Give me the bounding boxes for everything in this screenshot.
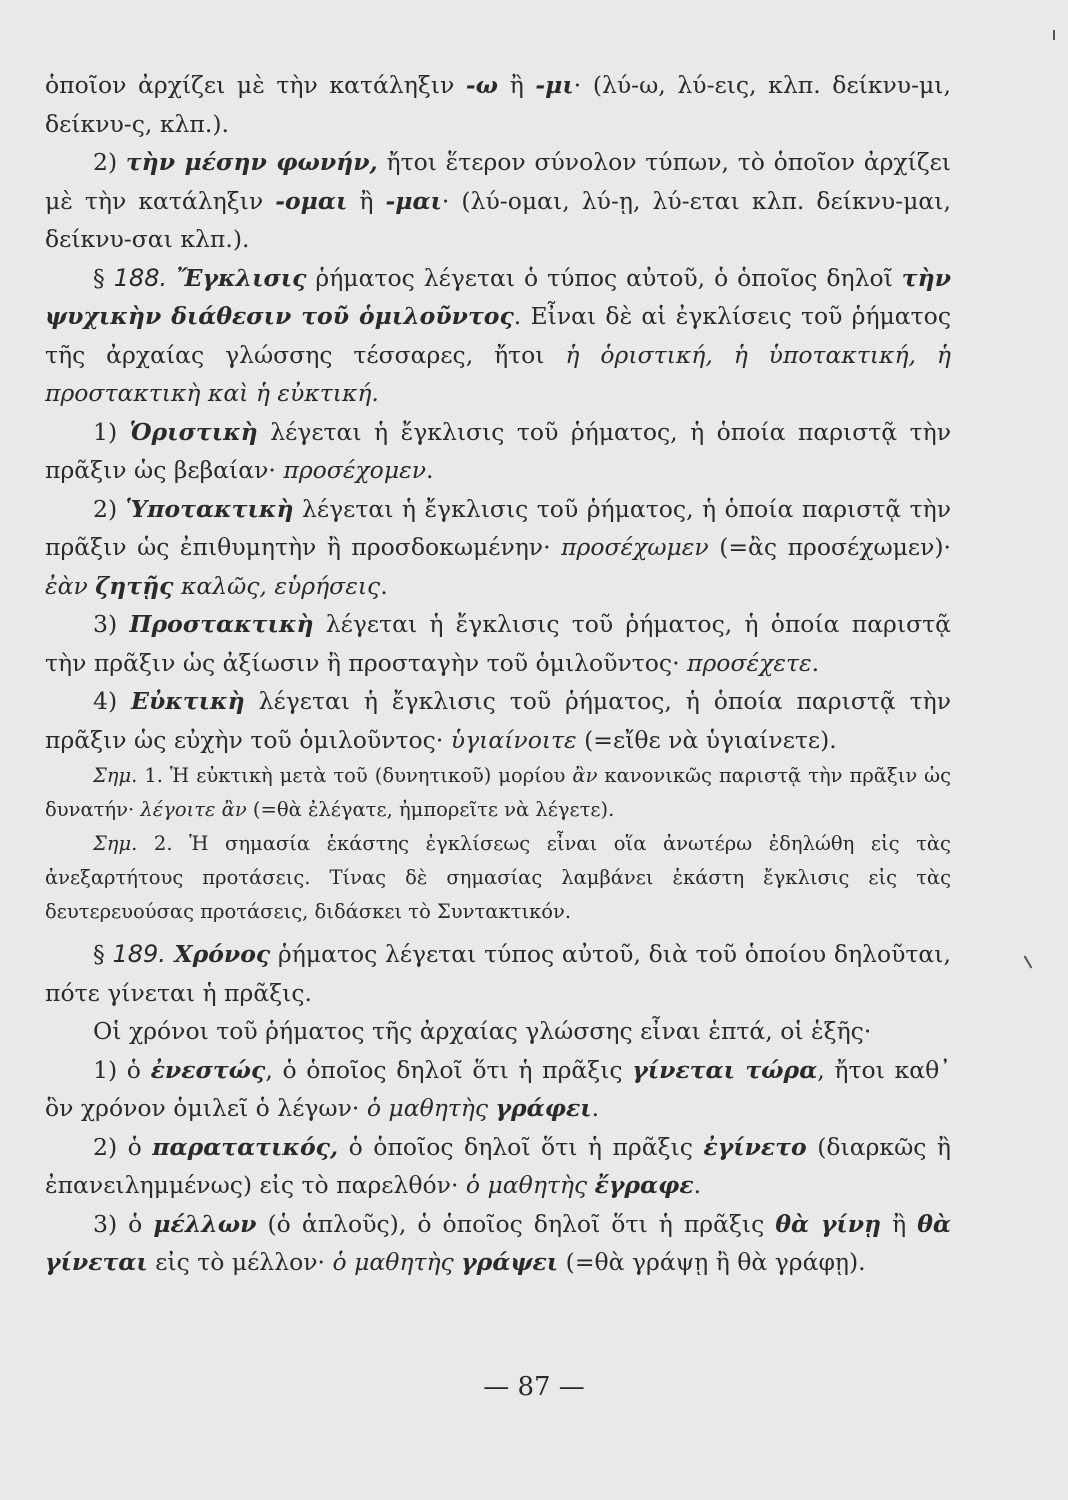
term: Ἔγκλισις	[167, 263, 307, 292]
mood-list: ἡ ὁριστική, ἡ ὑποτακτική, ἡ προστακτικὴ καὶ ἡ εὐκτική.	[45, 340, 951, 407]
example-emphasis: ἔγραφε	[594, 1171, 694, 1199]
text: .	[380, 571, 388, 600]
text: .	[426, 456, 434, 484]
text: .	[811, 648, 820, 677]
text: κανονικῶς παριστᾷ τὴν πρᾶξιν ὡς δυνατήν·	[45, 764, 951, 821]
example: προσέχωμεν	[561, 533, 709, 561]
term: Ὑποτακτικὴ	[125, 494, 294, 523]
text: λέγεται ἡ ἔγκλισις τοῦ ῥήματος, ἡ ὁποία παριστᾷ τὴν πρᾶξιν ὡς βεβαίαν·	[45, 417, 952, 484]
example: ἂν	[572, 764, 598, 787]
item-number: 3)	[93, 610, 130, 638]
note-number: 2.	[137, 832, 173, 855]
ending-term: -ω	[465, 71, 499, 99]
section-number: 188.	[113, 263, 168, 292]
text: (=θὰ ἐλέγατε, ἠμπορεῖτε νὰ λέγετε).	[246, 798, 615, 821]
term: ἐνεστώς	[150, 1055, 266, 1084]
term: Εὐκτικὴ	[131, 687, 245, 715]
text: . Εἶναι δὲ αἱ ἐγκλίσεις τοῦ ῥήματος τῆς ἀρχαίας γλώσσης τέσσαρες, ἤτοι	[45, 302, 951, 369]
note-label: Σημ.	[93, 832, 138, 855]
term: ἐγίνετο	[703, 1132, 807, 1161]
mood-item	[45, 490, 951, 606]
ending-term: -ομαι	[275, 186, 348, 215]
text: , ἤτοι καθ᾽ ὃν χρόνον ὁμιλεῖ ὁ λέγων·	[45, 1055, 951, 1122]
scan-mark	[1024, 955, 1033, 968]
scan-mark	[1053, 30, 1055, 40]
text: ῥήματος λέγεται τύπος αὐτοῦ, διὰ τοῦ ὁποίου δηλοῦται, πότε γίνεται ἡ πρᾶξις.	[45, 940, 951, 1007]
item-number: 4)	[93, 687, 132, 715]
text: .	[693, 1171, 702, 1199]
section-188	[45, 259, 951, 413]
section-189	[45, 935, 951, 1012]
tense-item	[45, 1128, 951, 1205]
mood-item	[45, 682, 951, 759]
item-number: 1)	[93, 417, 130, 446]
term: τὴν ψυχικὴν διάθεσιν τοῦ ὁμιλοῦντος	[45, 263, 951, 330]
text: , ὁ ὁποῖος δηλοῖ ὅτι ἡ πρᾶξις	[265, 1055, 633, 1084]
term: Ὁριστικὴ	[129, 417, 258, 446]
mood-item	[45, 605, 951, 682]
text: · (λύ-ομαι, λύ-ῃ, λύ-εται κλπ. δείκνυ-μαι, δείκνυ-σαι κλπ.).	[45, 186, 951, 253]
paragraph-active-voice	[45, 66, 951, 143]
text: ὁποῖον ἀρχίζει μὲ τὴν κατάληξιν	[45, 71, 466, 99]
item-number: 2)	[93, 148, 126, 176]
text: · (λύ-ω, λύ-εις, κλπ. δείκνυ-μι, δείκνυ-ς, κλπ.).	[45, 71, 951, 138]
note-1	[45, 759, 951, 827]
example: ἐὰν	[45, 571, 96, 600]
term: Προστακτικὴ	[129, 610, 314, 638]
text: λέγεται ἡ ἔγκλισις τοῦ ῥήματος, ἡ ὁποία παριστᾷ τὴν πρᾶξιν ὡς ἀξίωσιν ἢ προσταγὴν τοῦ ὁμιλοῦντος·	[45, 610, 951, 677]
text: (ὁ ἁπλοῦς), ὁ ὁποῖος δηλοῖ ὅτι ἡ πρᾶξις	[256, 1209, 776, 1238]
item-number: 1) ὁ	[93, 1055, 151, 1084]
example: προσέχομεν	[283, 456, 426, 484]
example: λέγοιτε ἂν	[140, 798, 247, 821]
example-emphasis: ζητῇς	[95, 571, 174, 600]
example: ὁ μαθητὴς	[465, 1171, 595, 1199]
tenses-intro: Οἱ χρόνοι τοῦ ῥήματος τῆς ἀρχαίας γλώσσης εἶναι ἑπτά, οἱ ἑξῆς·	[93, 1017, 872, 1045]
term: μέλλων	[153, 1209, 257, 1238]
text: .	[591, 1094, 600, 1122]
term: Χρόνος	[165, 940, 271, 968]
item-number: 2)	[93, 494, 126, 523]
example-emphasis: γράφει	[495, 1094, 592, 1122]
text: (διαρκῶς ἢ ἐπανειλημμένως) εἰς τὸ παρελθόν·	[45, 1132, 951, 1199]
text: ὁ ὁποῖος δηλοῖ ὅτι ἡ πρᾶξις	[338, 1132, 704, 1161]
term: παρατατικός,	[152, 1132, 339, 1161]
text: (=θὰ γράψῃ ἢ θὰ γράφῃ).	[558, 1248, 866, 1276]
page-number: — 87 —	[483, 1372, 585, 1402]
section-sign: §	[93, 940, 113, 968]
ending-term: -μι	[535, 71, 574, 99]
text: λέγεται ἡ ἔγκλισις τοῦ ῥήματος, ἡ ὁποία παριστᾷ τὴν πρᾶξιν ὡς εὐχὴν τοῦ ὁμιλοῦντος·	[45, 687, 952, 754]
text: ἢ	[881, 1209, 918, 1238]
text: Ἡ εὐκτικὴ μετὰ τοῦ (δυνητικοῦ) μορίου	[162, 764, 573, 787]
text: (=εἴθε νὰ ὑγιαίνετε).	[576, 725, 837, 754]
text: ἢ	[347, 186, 386, 215]
term: θὰ γίνῃ	[775, 1209, 882, 1238]
item-number: 2) ὁ	[93, 1132, 153, 1161]
ending-term: -μαι	[385, 186, 442, 215]
note-number: 1.	[137, 764, 163, 787]
text: λέγεται ἡ ἔγκλισις τοῦ ῥήματος, ἡ ὁποία παριστᾷ τὴν πρᾶξιν ὡς ἐπιθυμητὴν ἢ προσδοκωμένην·	[45, 494, 952, 561]
page-text	[45, 66, 951, 1282]
note-label: Σημ.	[93, 764, 138, 787]
term: γίνεται τώρα	[632, 1055, 818, 1084]
example: ὁ μαθητὴς	[332, 1248, 462, 1276]
example: προσέχετε	[687, 648, 812, 677]
item-number: 3) ὁ	[93, 1209, 154, 1238]
tense-item	[45, 1051, 951, 1128]
example: ὁ μαθητὴς	[366, 1094, 496, 1122]
example: ὑγιαίνοιτε	[450, 725, 577, 754]
tense-item	[45, 1205, 951, 1282]
text: ἢ	[498, 71, 536, 99]
text: εἰς τὸ μέλλον·	[147, 1248, 333, 1276]
example-emphasis: γράψει	[461, 1248, 559, 1276]
text: ἤτοι ἕτερον σύνολον τύπων, τὸ ὁποῖον ἀρχίζει μὲ τὴν κατάληξιν	[45, 148, 952, 215]
example: καλῶς, εὑρήσεις	[173, 571, 381, 600]
term: θὰ γίνεται	[45, 1209, 952, 1276]
term: τὴν μέσην φωνήν,	[125, 148, 378, 176]
text: Ἡ σημασία ἑκάστης ἐγκλίσεως εἶναι οἵα ἀνωτέρω ἐδηλώθη εἰς τὰς ἀνεξαρτήτους προτάσεις. Τίνας δὲ σημασίας λαμβάνει ἑκάστη ἔγκλισις εἰς τὰς δευτερευούσας προτάσεις, διδάσκει τὸ Συντακτικόν.	[45, 832, 951, 923]
section-sign: §	[93, 263, 114, 292]
text: ῥήματος λέγεται ὁ τύπος αὐτοῦ, ὁ ὁποῖος δηλοῖ	[306, 263, 902, 292]
note-2	[45, 827, 951, 929]
mood-item	[45, 413, 951, 490]
text: (=ἂς προσέχωμεν)·	[708, 533, 951, 561]
section-number: 189.	[112, 940, 166, 968]
paragraph-middle-voice	[45, 143, 951, 259]
